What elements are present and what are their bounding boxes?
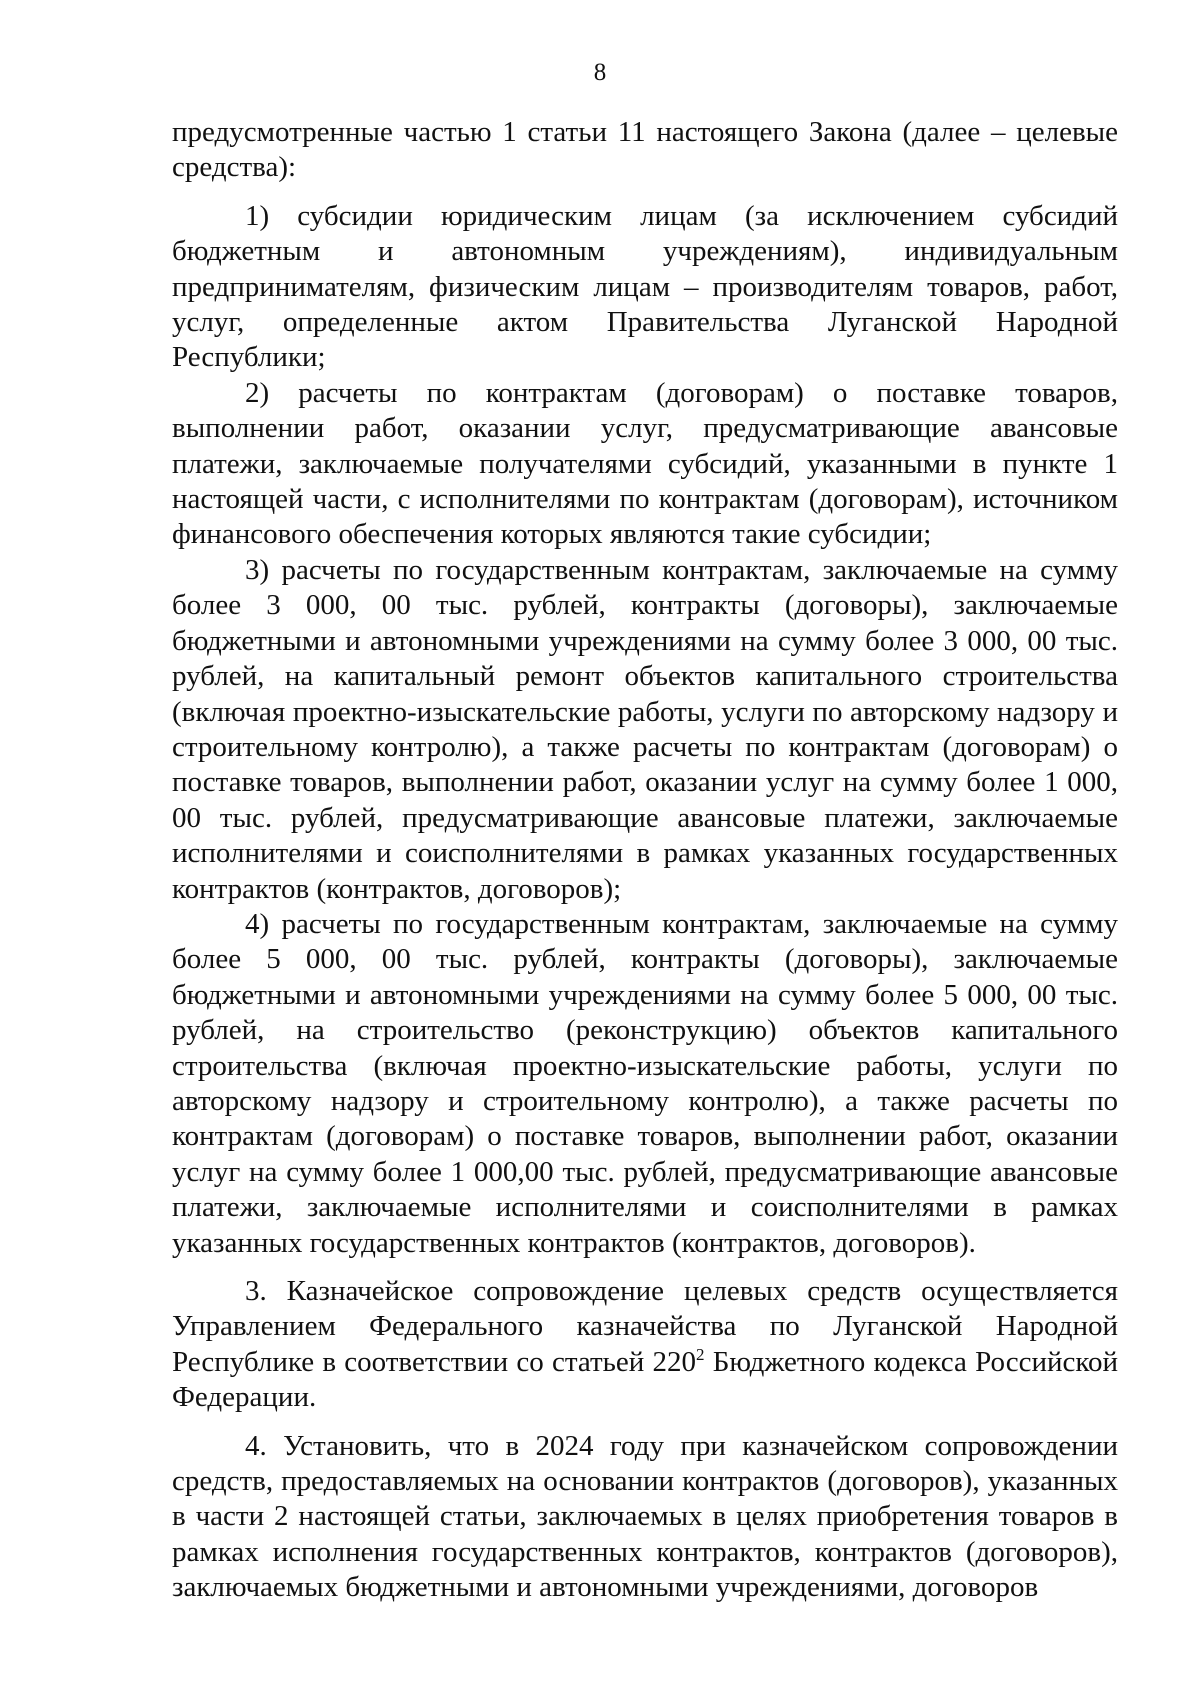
paragraph-part-3 xyxy=(172,1274,1118,1416)
document-body xyxy=(172,115,1118,1606)
paragraph-item-3: 3) расчеты по государственным контрактам, заключаемые на сумму более 3 000, 00 тыс. рублей, контракты (договоры), заключаемые бюджетными и автономными учреждениями на сумму более 3 000, 00 тыс. рублей, на капитальный ремонт объектов капитального строительства (включая проектно-изыскательские работы, услуги по авторскому надзору и строительному контролю), а также расчеты по контрактам (договорам) о поставке товаров, выполнении работ, оказании услуг на сумму более 1 000, 00 тыс. рублей, предусматривающие авансовые платежи, заключаемые исполнителями и соисполнителями в рамках указанных государственных контрактов (контрактов, договоров); xyxy=(172,553,1118,905)
paragraph-part-3-text-after: Бюджетного кодекса Российской Федерации. xyxy=(172,1345,1118,1414)
paragraph-item-4: 4) расчеты по государственным контрактам, заключаемые на сумму более 5 000, 00 тыс. рублей, контракты (договоры), заключаемые бюджетными и автономными учреждениями на сумму более 5 000, 00 тыс. рублей, на строительство (реконструкцию) объектов капитального строительства (включая проектно-изыскательские работы, услуги по авторскому надзору и строительному контролю), а также расчеты по контрактам (договорам) о поставке товаров, выполнении работ, оказании услуг на сумму более 1 000,00 тыс. рублей, предусматривающие авансовые платежи, заключаемые исполнителями и соисполнителями в рамках указанных государственных контрактов (контрактов, договоров). xyxy=(172,907,1118,1259)
article-number-superscript: 2 xyxy=(696,1344,705,1364)
paragraph-item-1: 1) субсидии юридическим лицам (за исключением субсидий бюджетным и автономным учреждениям), индивидуальным предпринимателям, физическим лицам – производителям товаров, работ, услуг, определенные актом Правительства Луганской Народной Республики; xyxy=(172,199,1118,374)
page-number: 8 xyxy=(593,59,607,86)
paragraph-part-3-text-before: 3. Казначейское сопровождение целевых средств осуществляется Управлением Федерального казначейства по Луганской Народной Республике в соответствии со статьей 220 xyxy=(172,1275,1118,1378)
paragraph-continuation: предусмотренные частью 1 статьи 11 настоящего Закона (далее – целевые средства): xyxy=(172,116,1118,184)
paragraph-item-2: 2) расчеты по контрактам (договорам) о поставке товаров, выполнении работ, оказании услуг, предусматривающие авансовые платежи, заключаемые получателями субсидий, указанными в пункте 1 настоящей части, с исполнителями по контрактам (договорам), источником финансового обеспечения которых являются такие субсидии; xyxy=(172,376,1118,551)
paragraph-part-4: 4. Установить, что в 2024 году при казначейском сопровождении средств, предоставляемых на основании контрактов (договоров), указанных в части 2 настоящей статьи, заключаемых в целях приобретения товаров в рамках исполнения государственных контрактов, контрактов (договоров), заключаемых бюджетными и автономными учреждениями, договоров xyxy=(172,1429,1118,1604)
